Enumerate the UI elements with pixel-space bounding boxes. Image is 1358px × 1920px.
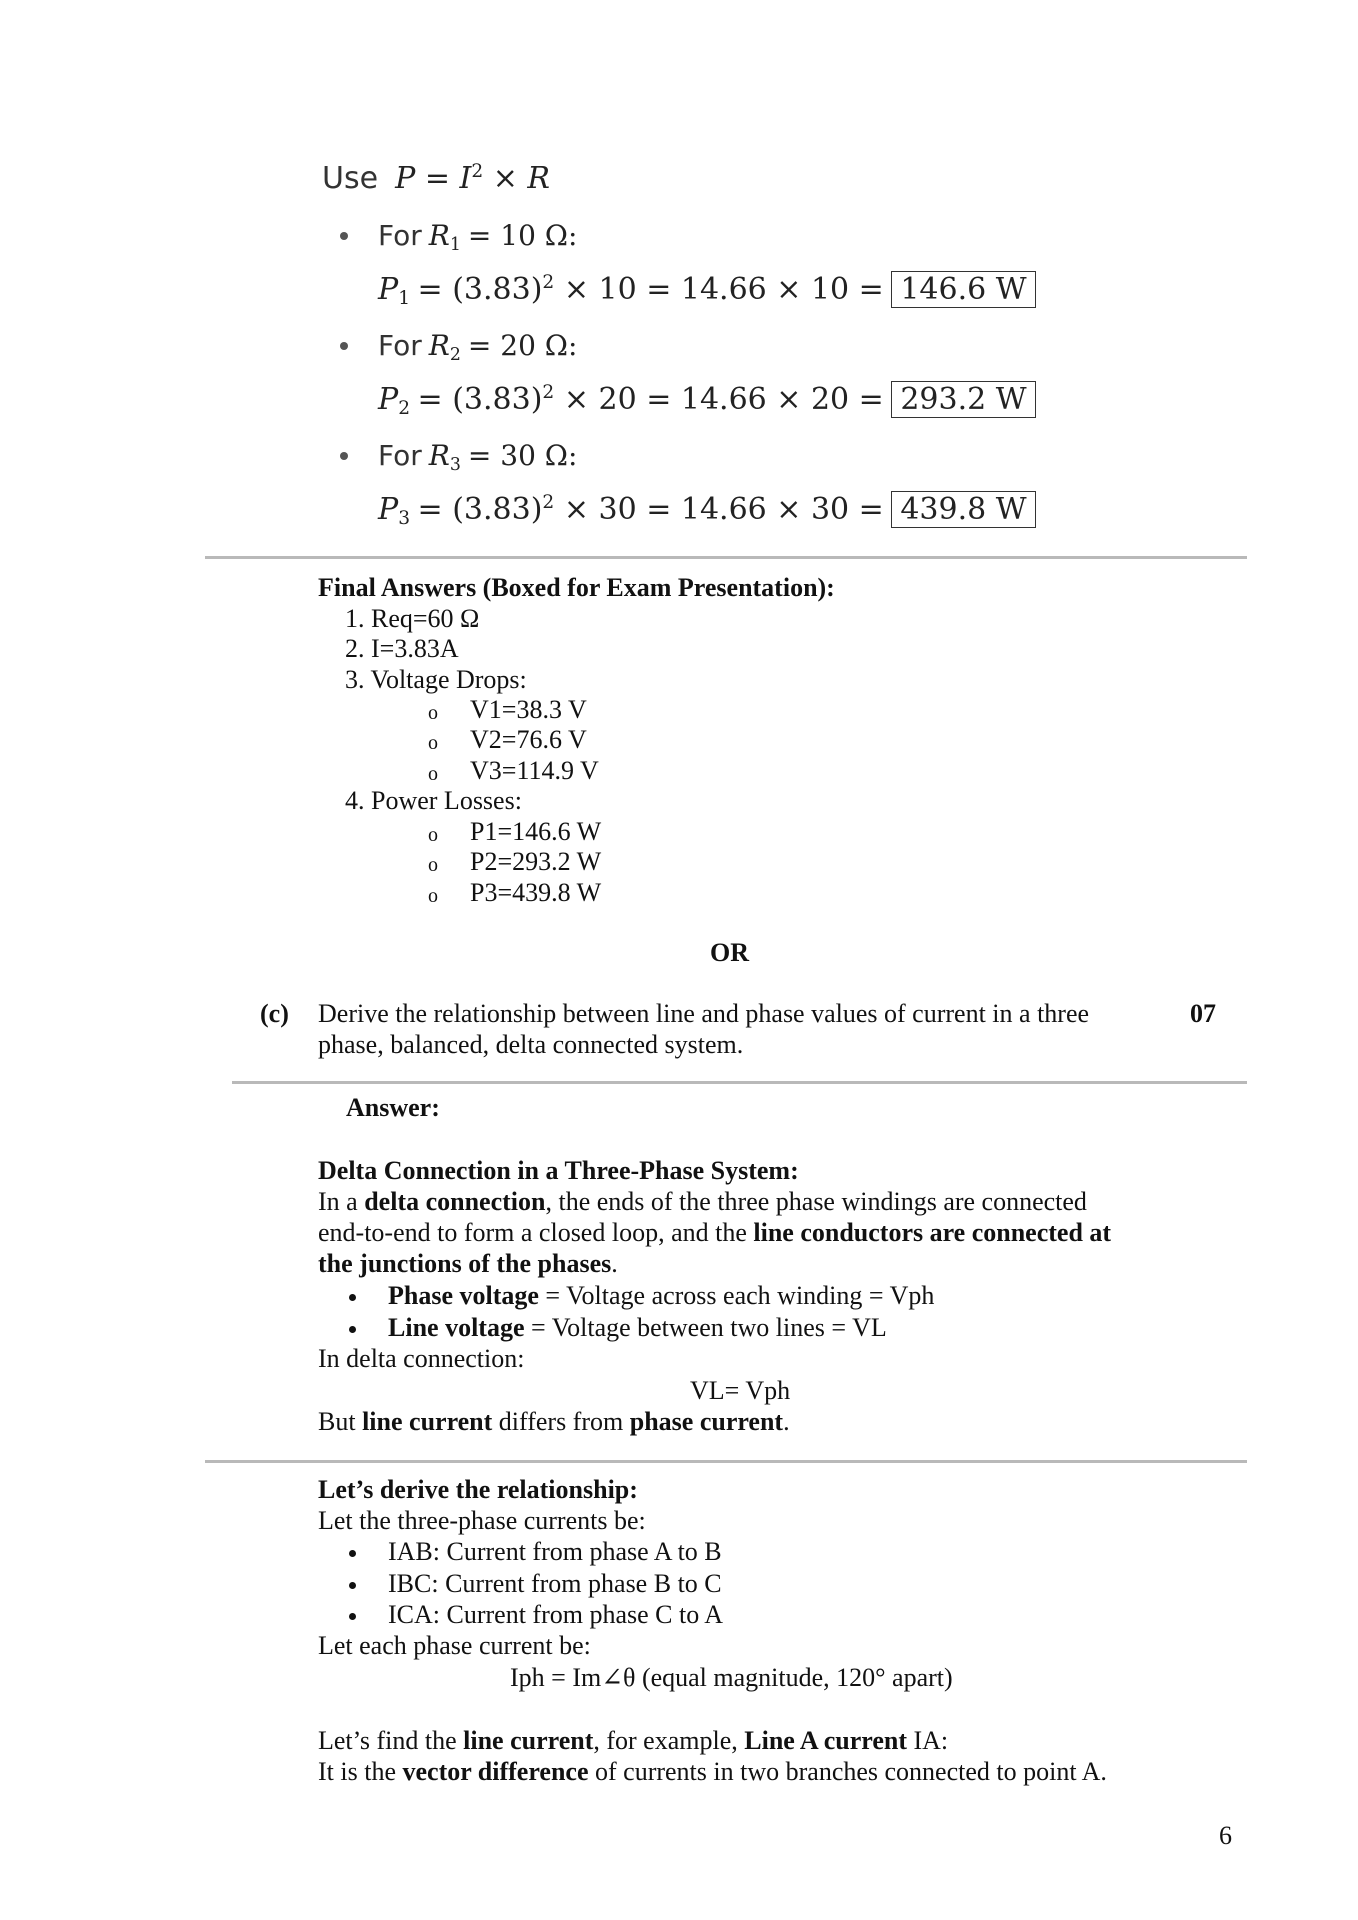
voltage-drop: V1=38.3 V bbox=[470, 695, 587, 724]
r-value: = 30 Ω: bbox=[467, 439, 578, 472]
divider bbox=[205, 1460, 1247, 1463]
bullet-dot bbox=[349, 1582, 356, 1589]
sub-bullet: o bbox=[428, 763, 438, 785]
bullet-dot bbox=[340, 232, 348, 240]
for-label: For bbox=[378, 439, 422, 472]
power-loss: P3=439.8 W bbox=[470, 878, 602, 907]
bullet-dot bbox=[349, 1613, 356, 1620]
answer-item: 1. Req=60 Ω bbox=[345, 604, 480, 633]
answer-item: 3. Voltage Drops: bbox=[345, 665, 527, 694]
delta-paragraph-line: the junctions of the phases. bbox=[318, 1249, 618, 1278]
delta-paragraph-line: end-to-end to form a closed loop, and the line conductors are connected at bbox=[318, 1218, 1112, 1247]
sub-bullet: o bbox=[428, 732, 438, 754]
power-loss: P1=146.6 W bbox=[470, 817, 602, 846]
bullet-dot bbox=[349, 1550, 356, 1557]
p-symbol: $P_2$ bbox=[378, 382, 411, 420]
current-item: IAB: Current from phase A to B bbox=[388, 1537, 722, 1566]
r1-line bbox=[378, 218, 577, 263]
current-item: IBC: Current from phase B to C bbox=[388, 1569, 722, 1598]
derive-intro: Let the three-phase currents be: bbox=[318, 1506, 646, 1535]
answer-item: 2. I=3.83A bbox=[345, 634, 459, 663]
divider bbox=[232, 1081, 1247, 1084]
for-label: For bbox=[378, 219, 422, 252]
sub-bullet: o bbox=[428, 885, 438, 907]
result-box: 439.8 W bbox=[891, 491, 1035, 528]
for-label: For bbox=[378, 329, 422, 362]
current-differs-text: But line current differs from phase current. bbox=[318, 1407, 790, 1436]
delta-paragraph-line: In a delta connection, the ends of the three phase windings are connected bbox=[318, 1187, 1087, 1216]
answer-item: 4. Power Losses: bbox=[345, 786, 522, 815]
p-symbol: $P_3$ bbox=[378, 492, 411, 530]
sub-bullet: o bbox=[428, 702, 438, 724]
sub-bullet: o bbox=[428, 854, 438, 876]
question-label: (c) bbox=[260, 999, 289, 1028]
line-voltage-bullet: Line voltage = Voltage between two lines = VL bbox=[388, 1313, 887, 1342]
answer-label: Answer: bbox=[346, 1093, 440, 1122]
bullet-dot bbox=[349, 1326, 356, 1333]
divider bbox=[205, 556, 1247, 559]
line-current-text: Let’s find the line current, for example, Line A current IA: bbox=[318, 1726, 949, 1755]
p-symbol: $P_1$ bbox=[378, 272, 411, 310]
p1-calc: $P_1 = (3.83)^2 \times 10 = 14.66 \times 10 = 146.6$ W bbox=[378, 263, 1036, 319]
question-line: phase, balanced, delta connected system. bbox=[318, 1030, 744, 1059]
voltage-equation: VL= Vph bbox=[690, 1376, 791, 1405]
r3-line bbox=[378, 438, 577, 483]
bullet-dot bbox=[349, 1294, 356, 1301]
in-delta-text: In delta connection: bbox=[318, 1344, 525, 1373]
page-number: 6 bbox=[1219, 1821, 1232, 1850]
each-phase-text: Let each phase current be: bbox=[318, 1631, 591, 1660]
phase-current-equation: Iph = Im∠θ (equal magnitude, 120° apart) bbox=[510, 1663, 953, 1692]
power-formula: $P = I^2 \times R$ bbox=[385, 161, 550, 197]
bullet-dot bbox=[340, 452, 348, 460]
question-marks: 07 bbox=[1190, 999, 1216, 1028]
derive-heading: Let’s derive the relationship: bbox=[318, 1475, 638, 1504]
result-box: 146.6 W bbox=[891, 271, 1035, 308]
r-symbol: $R_3$ bbox=[428, 439, 461, 475]
voltage-drop: V3=114.9 V bbox=[470, 756, 599, 785]
power-loss: P2=293.2 W bbox=[470, 847, 602, 876]
result-box: 293.2 W bbox=[891, 381, 1035, 418]
formula-header bbox=[322, 152, 550, 199]
use-label: Use bbox=[322, 161, 379, 197]
final-answers-heading: Final Answers (Boxed for Exam Presentation): bbox=[318, 573, 835, 602]
vector-difference-text: It is the vector difference of currents in two branches connected to point A. bbox=[318, 1757, 1107, 1786]
voltage-drop: V2=76.6 V bbox=[470, 725, 587, 754]
current-item: ICA: Current from phase C to A bbox=[388, 1600, 724, 1629]
question-line: Derive the relationship between line and phase values of current in a three bbox=[318, 999, 1090, 1028]
p3-calc: $P_3 = (3.83)^2 \times 30 = 14.66 \times 30 = 439.8$ W bbox=[378, 483, 1036, 539]
r-value: = 10 Ω: bbox=[467, 219, 578, 252]
r2-line bbox=[378, 328, 577, 373]
p2-calc: $P_2 = (3.83)^2 \times 20 = 14.66 \times 20 = 293.2$ W bbox=[378, 373, 1036, 429]
delta-heading: Delta Connection in a Three-Phase System: bbox=[318, 1156, 799, 1185]
r-symbol: $R_1$ bbox=[428, 219, 461, 255]
phase-voltage-bullet: Phase voltage = Voltage across each winding = Vph bbox=[388, 1281, 935, 1310]
or-separator: OR bbox=[710, 938, 749, 967]
bullet-dot bbox=[340, 342, 348, 350]
r-symbol: $R_2$ bbox=[428, 329, 461, 365]
sub-bullet: o bbox=[428, 824, 438, 846]
r-value: = 20 Ω: bbox=[467, 329, 578, 362]
